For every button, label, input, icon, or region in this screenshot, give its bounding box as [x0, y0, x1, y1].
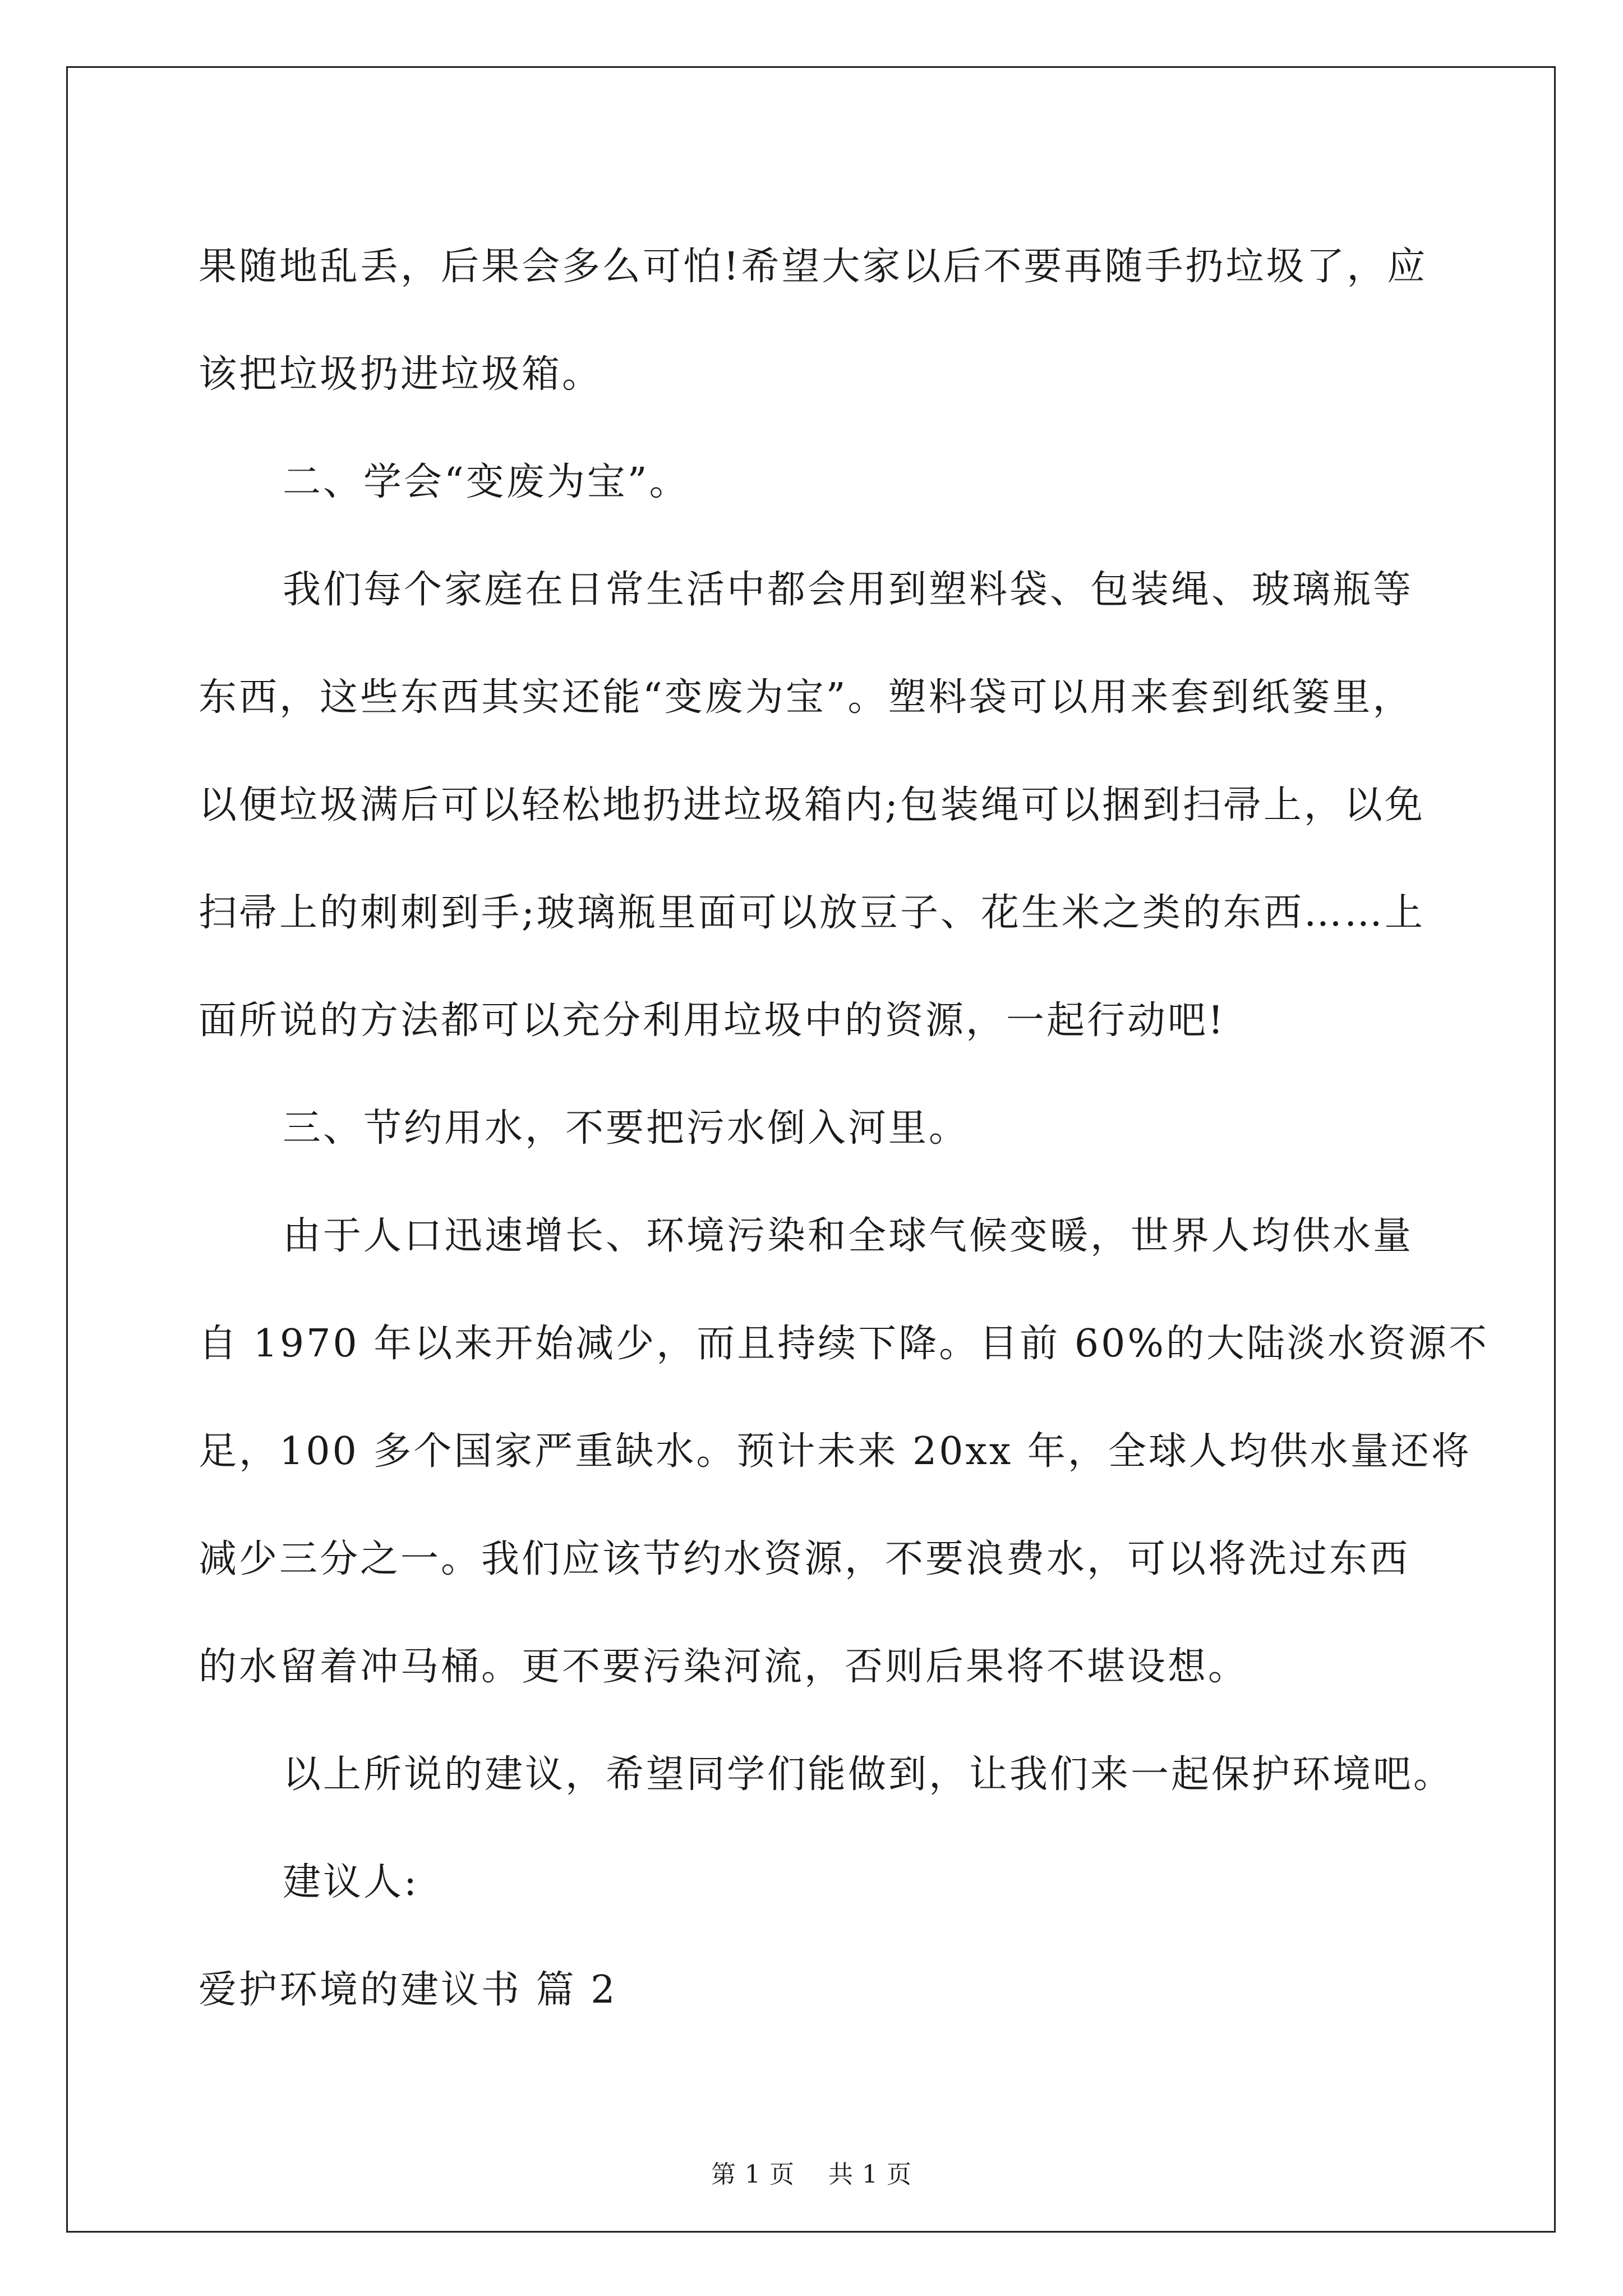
section-heading: 三、节约用水，不要把污水倒入河里。: [283, 1106, 970, 1151]
closing-paragraph: 以上所说的建议，希望同学们能做到，让我们来一起保护环境吧。: [283, 1752, 1454, 1797]
document-body: [199, 213, 1490, 2044]
text-line: 以便垃圾满后可以轻松地扔进垃圾箱内;包装绳可以捆到扫帚上，以免: [199, 783, 1425, 827]
text-line: 果随地乱丢，后果会多么可怕!希望大家以后不要再随手扔垃圾了，应: [199, 245, 1428, 289]
text-line: 东西，这些东西其实还能“变废为宝”。塑料袋可以用来套到纸篓里，: [199, 675, 1413, 720]
text-line: 面所说的方法都可以充分利用垃圾中的资源，一起行动吧!: [199, 999, 1226, 1043]
page-number: 第 1 页: [711, 2160, 795, 2189]
text-line: 该把垃圾扔进垃圾箱。: [199, 352, 603, 397]
paragraph-start: 由于人口迅速增长、环境污染和全球气候变暖，世界人均供水量: [283, 1214, 1414, 1258]
text-line: 的水留着冲马桶。更不要污染河流，否则后果将不堪设想。: [199, 1645, 1249, 1689]
text-line: 足，100 多个国家严重缺水。预计未来 20xx 年，全球人均供水量还将: [199, 1429, 1472, 1474]
text-line: 扫帚上的刺刺到手;玻璃瓶里面可以放豆子、花生米之类的东西……上: [199, 891, 1425, 935]
page-footer: [0, 2154, 1623, 2190]
next-article-title: 爱护环境的建议书 篇 2: [199, 1968, 617, 2012]
page-total: 共 1 页: [828, 2160, 912, 2189]
section-heading: 二、学会“变废为宝”。: [283, 460, 690, 504]
text-line: 自 1970 年以来开始减少，而且持续下降。目前 60%的大陆淡水资源不: [199, 1322, 1490, 1366]
signature-line: 建议人:: [283, 1860, 419, 1904]
text-line: 减少三分之一。我们应该节约水资源，不要浪费水，可以将洗过东西: [199, 1537, 1410, 1581]
paragraph-start: 我们每个家庭在日常生活中都会用到塑料袋、包装绳、玻璃瓶等: [283, 568, 1414, 612]
